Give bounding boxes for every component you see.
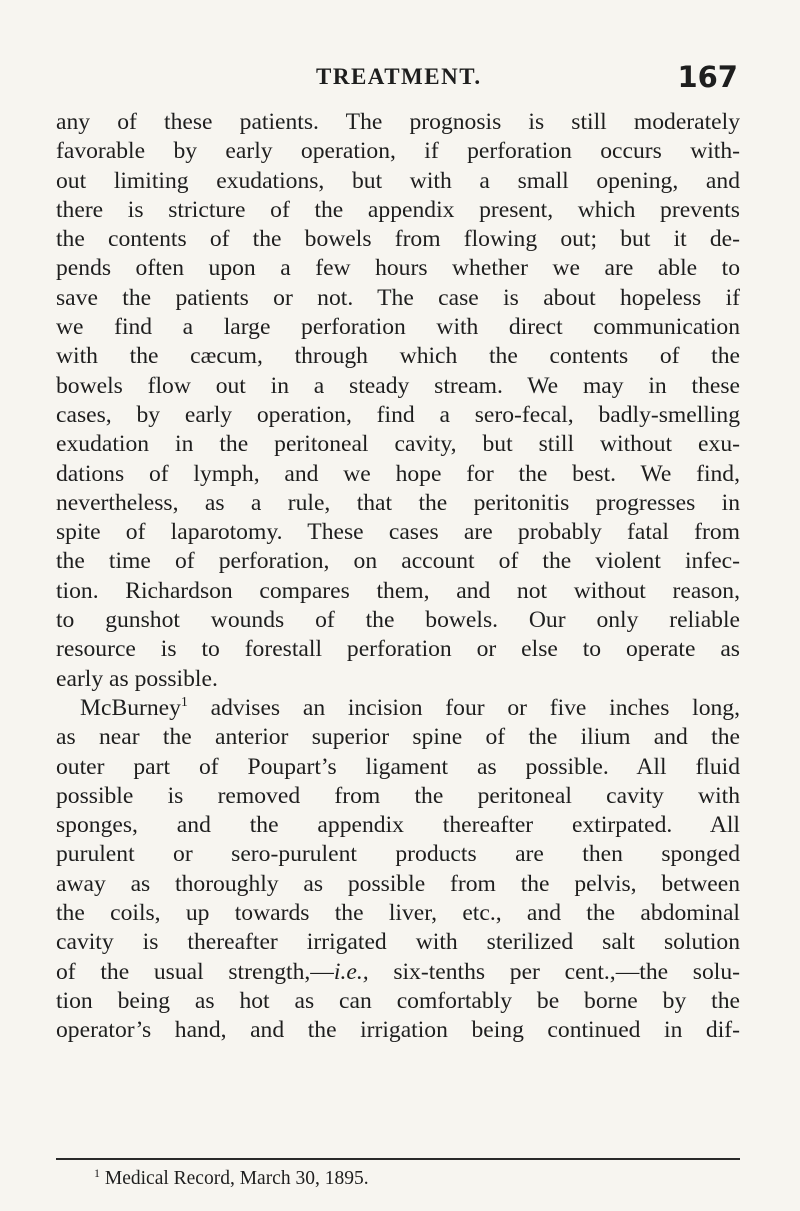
text-line: save the patients or not. The case is about hopeless if [56,284,740,311]
text-line: the time of perforation, on account of the violent infec- [56,548,740,575]
running-title: TREATMENT. [316,64,482,89]
text-line: exudation in the peritoneal cavity, but still without exu- [56,431,740,458]
text-line: bowels flow out in a steady stream. We may in these [56,372,740,399]
text-line: nevertheless, as a rule, that the peritonitis progresses in [56,489,740,516]
footnote [94,1168,369,1190]
text-fragment: six-tenths per cent.,—the solu- [368,958,740,985]
text-line: tion being as hot as can comfortably be borne by the [56,987,740,1014]
text-line: dations of lymph, and we hope for the best. We find, [56,460,740,487]
text-line: as near the anterior superior spine of the ilium and the [56,724,740,751]
footnote-marker: 1 [94,1166,100,1180]
text-line: the contents of the bowels from flowing out; but it de- [56,226,740,253]
text-line: there is stricture of the appendix present, which prevents [56,196,740,223]
footnote-reference: 1 [180,694,188,710]
paragraph-1 [56,108,740,694]
text-line: pends often upon a few hours whether we are able to [56,255,740,282]
text-line [56,958,740,987]
text-line: resource is to forestall perforation or else to operate as [56,636,740,663]
text-line: favorable by early operation, if perforation occurs with- [56,138,740,165]
text-line: tion. Richardson compares them, and not without reason, [56,577,740,604]
text-line: any of these patients. The prognosis is still moderately [56,109,740,135]
author-name: McBurney [80,694,181,721]
text-line [56,694,740,723]
footnote-rule [56,1158,740,1160]
text-line: possible is removed from the peritoneal cavity with [56,782,740,809]
text-line: with the cæcum, through which the contents of the [56,343,740,370]
text-line: cases, by early operation, find a sero-fecal, badly-smelling [56,401,740,428]
page-number: 167 [677,60,738,94]
text-line: away as thoroughly as possible from the pelvis, between [56,870,740,897]
text-line: operator’s hand, and the irrigation being continued in dif- [56,1017,740,1044]
footnote-text: Medical Record, March 30, 1895. [100,1168,369,1189]
body-text [56,108,740,1046]
text-line: out limiting exudations, but with a small opening, and [56,167,740,194]
text-line: purulent or sero-purulent products are then sponged [56,841,740,868]
text-fragment: advises an incision four or five inches long, [187,694,740,721]
text-fragment: of the usual strength,— [56,958,334,985]
text-line: sponges, and the appendix thereafter extirpated. All [56,812,740,839]
text-line: to gunshot wounds of the bowels. Our only reliable [56,607,740,634]
text-line: we find a large perforation with direct communication [56,314,740,341]
running-head [0,60,800,100]
paragraph-2 [56,694,740,1046]
text-line: outer part of Poupart’s ligament as possible. All fluid [56,753,740,780]
text-line: spite of laparotomy. These cases are probably fatal from [56,519,740,546]
italic-abbreviation: i.e., [333,958,369,985]
text-line: early as possible. [56,665,218,692]
text-line: cavity is thereafter irrigated with sterilized salt solution [56,929,740,956]
text-line: the coils, up towards the liver, etc., and the abdominal [56,900,740,927]
